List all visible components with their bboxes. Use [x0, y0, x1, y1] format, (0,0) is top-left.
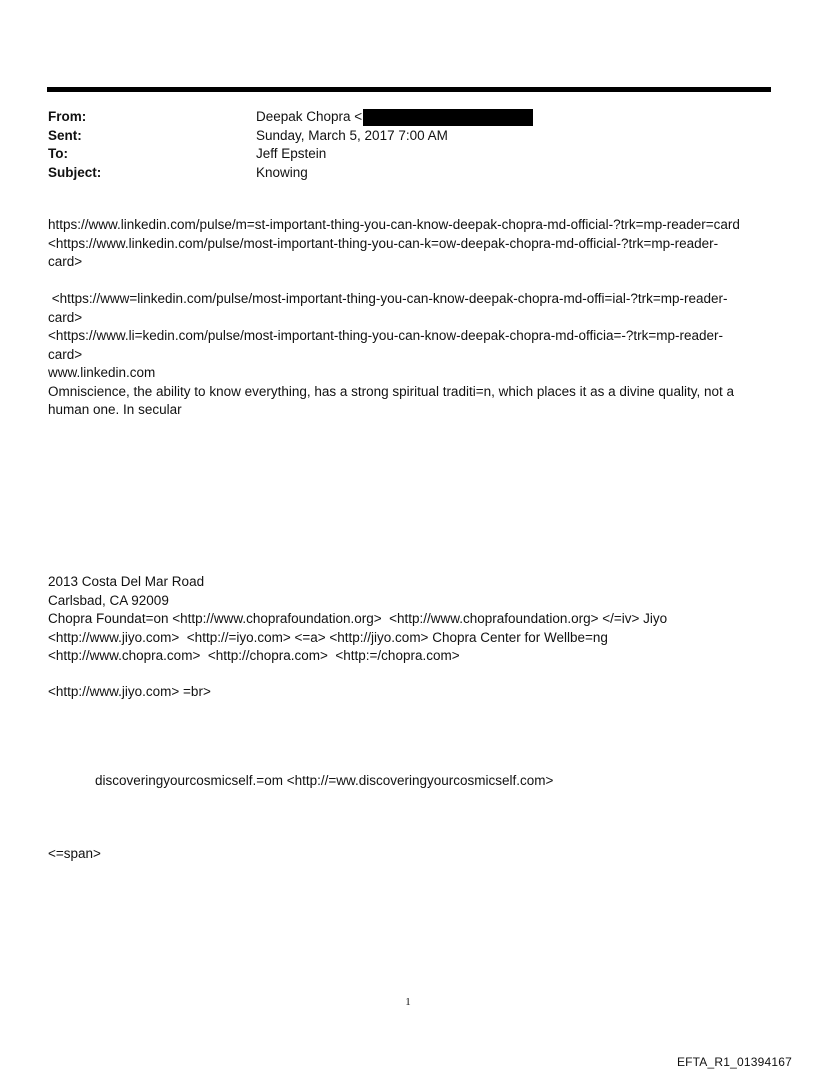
trailing-tag-block	[48, 845, 773, 864]
body-line: <=span>	[48, 846, 101, 861]
body-line: card>	[48, 346, 83, 362]
header-rule	[47, 87, 771, 92]
body-line: card>	[48, 309, 83, 325]
signature-link-block	[48, 683, 773, 702]
subject-row	[48, 164, 768, 183]
signature-address-block	[48, 573, 773, 666]
from-label: From:	[48, 109, 87, 124]
from-sender: Deepak Chopra <	[256, 109, 363, 124]
to-value: Jeff Epstein	[256, 146, 327, 161]
page-number: 1	[405, 996, 411, 1008]
body-line: 2013 Costa Del Mar Road	[48, 574, 205, 589]
email-header	[48, 108, 768, 182]
body-line: discoveringyourcosmicself.=om <http://=ww.discoveringyourcosmicself.com>	[95, 773, 554, 788]
body-line: Chopra Foundat=on <http://www.choprafoundation.org> <http://www.choprafoundation.org> </=iv> Jiyo	[48, 611, 668, 626]
body-line: <http://www.jiyo.com> =br>	[48, 684, 211, 699]
body-line: <https://www=linkedin.com/pulse/most-important-thing-you-can-know-deepak-chopra-md-offi=ial-?trk=mp-reader-	[48, 291, 728, 306]
to-label: To:	[48, 146, 68, 161]
body-line: human one. In secular	[48, 402, 182, 417]
body-line: <http://www.jiyo.com> <http://=iyo.com> <=a> <http://jiyo.com> Chopra Center for Wellbe=ng	[48, 629, 608, 645]
to-row	[48, 145, 768, 164]
sent-row	[48, 127, 768, 146]
subject-value: Knowing	[256, 164, 308, 180]
from-row	[48, 108, 768, 127]
body-line: Omniscience, the ability to know everything, has a strong spiritual traditi=n, which places it as a divine quality, not a	[48, 383, 734, 399]
body-line: card>	[48, 254, 83, 269]
body-line: <http://www.chopra.com> <http://chopra.com> <http:=/chopra.com>	[48, 648, 460, 663]
body-line: <https://www.linkedin.com/pulse/most-important-thing-you-can-k=ow-deepak-chopra-md-official-?trk=mp-reader-	[48, 235, 719, 251]
body-line: <https://www.li=kedin.com/pulse/most-important-thing-you-can-know-deepak-chopra-md-officia=-?trk=mp-reader-	[48, 328, 724, 343]
sent-label: Sent:	[48, 127, 82, 143]
from-value	[256, 108, 533, 127]
body-links-block	[48, 216, 773, 272]
body-line: www.linkedin.com	[48, 365, 156, 380]
cosmic-self-link-block	[95, 772, 775, 791]
body-line: Carlsbad, CA 92009	[48, 592, 169, 608]
body-line: https://www.linkedin.com/pulse/m=st-important-thing-you-can-know-deepak-chopra-md-official-?trk=mp-reader=card	[48, 217, 740, 232]
document-id: EFTA_R1_01394167	[676, 1055, 792, 1069]
sent-value: Sunday, March 5, 2017 7:00 AM	[256, 127, 448, 143]
subject-label: Subject:	[48, 164, 102, 180]
redaction-bar	[363, 109, 533, 126]
body-article-block	[48, 290, 773, 420]
